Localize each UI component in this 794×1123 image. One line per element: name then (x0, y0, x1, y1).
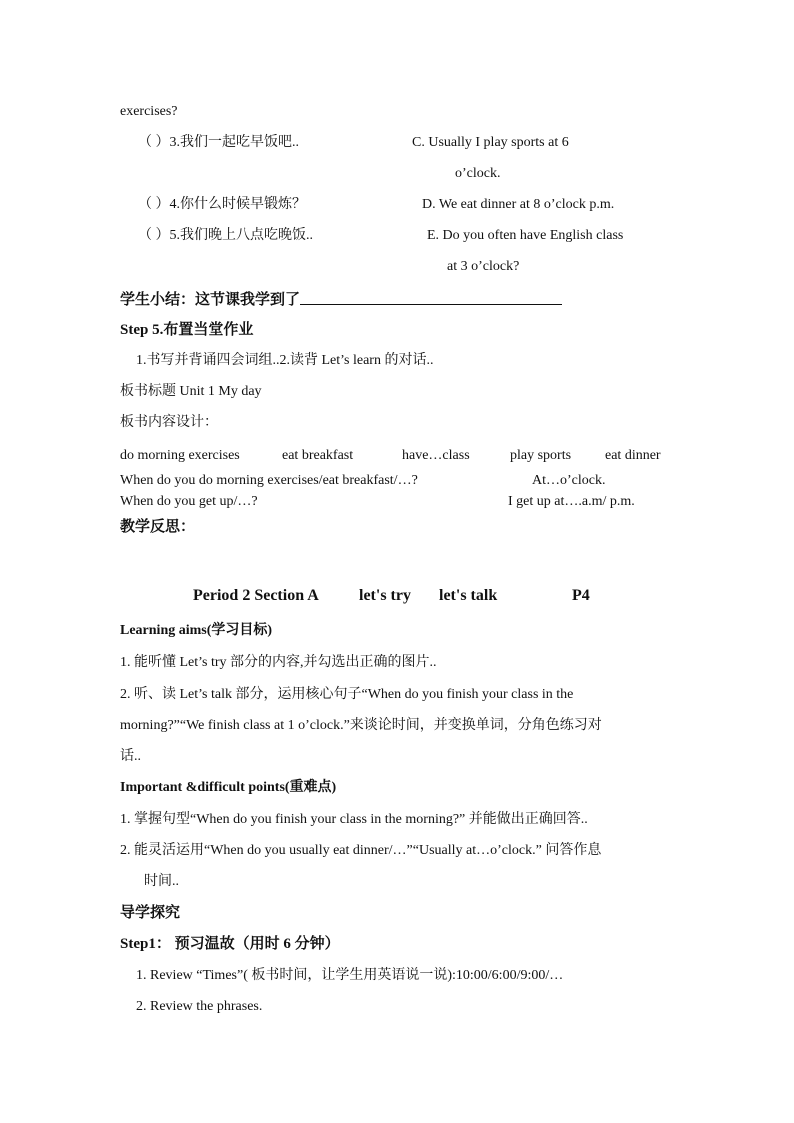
question-5: （ ）5.我们晚上八点吃晚饭.. (138, 228, 313, 243)
period-lets-try: let's try (359, 587, 411, 604)
board-word: have…class (402, 448, 470, 463)
point-1: 1. 掌握句型“When do you finish your class in the morning?” 并能做出正确回答.. (120, 812, 588, 827)
period-lets-talk: let's talk (439, 587, 498, 604)
question-4: （ ）4.你什么时候早锻炼？ (138, 197, 306, 212)
board-question-2: When do you get up/…? (120, 494, 258, 509)
student-summary (120, 290, 562, 309)
summary-label: 学生小结：这节课我学到了 (120, 292, 301, 308)
board-word: eat breakfast (282, 448, 354, 463)
step5-heading: Step 5.布置当堂作业 (120, 322, 254, 338)
question-3: （ ）3.我们一起吃早饭吧.. (138, 135, 299, 150)
teaching-reflection: 教学反思： (120, 519, 196, 535)
option-e: E. Do you often have English class (427, 228, 624, 243)
points-heading: Important &difficult points(重难点) (120, 780, 337, 795)
point-2-line-1: 2. 能灵活运用“When do you usually eat dinner/…”“Usually at…o’clock.” 问答作息 (120, 843, 602, 858)
board-title: 板书标题 Unit 1 My day (120, 384, 262, 399)
step5-text: 1.书写并背诵四会词组..2.读背 Let’s learn 的对话.. (136, 353, 434, 368)
board-word: play sports (510, 448, 572, 463)
aims-heading: Learning aims(学习目标) (120, 623, 273, 638)
aim-1: 1. 能听懂 Let’s try 部分的内容,并勾选出正确的图片.. (120, 655, 437, 670)
aim-2-line-1: 2. 听、读 Let’s talk 部分，运用核心句子“When do you finish your class in the (120, 687, 574, 702)
option-e-cont: at 3 o’clock? (447, 259, 520, 274)
continued-text: exercises? (120, 104, 178, 119)
review-2: 2. Review the phrases. (136, 999, 263, 1014)
board-question-1: When do you do morning exercises/eat breakfast/…? (120, 473, 418, 488)
review-1: 1. Review “Times”( 板书时间，让学生用英语说一说):10:00/6:00/9:00/… (136, 968, 564, 983)
aim-2-line-3: 话.. (120, 749, 141, 764)
option-c: C. Usually I play sports at 6 (412, 135, 569, 150)
option-c-cont: o’clock. (455, 166, 501, 181)
board-design-label: 板书内容设计： (120, 415, 218, 430)
board-answer-2: I get up at….a.m/ p.m. (508, 494, 635, 509)
guide-heading: 导学探究 (120, 905, 181, 921)
board-word: eat dinner (605, 448, 661, 463)
option-d: D. We eat dinner at 8 o’clock p.m. (422, 197, 615, 212)
aim-2-line-2: morning?”“We finish class at 1 o’clock.”来谈论时间，并变换单词，分角色练习对 (120, 718, 602, 733)
board-word: do morning exercises (120, 448, 240, 463)
summary-blank-line (300, 290, 562, 305)
step1-heading: Step1： 预习温故（用时 6 分钟） (120, 936, 340, 952)
period-page: P4 (572, 587, 590, 604)
point-2-line-2: 时间.. (144, 874, 179, 889)
period-section: Period 2 Section A (193, 587, 319, 604)
board-answer-1: At…o’clock. (532, 473, 606, 488)
